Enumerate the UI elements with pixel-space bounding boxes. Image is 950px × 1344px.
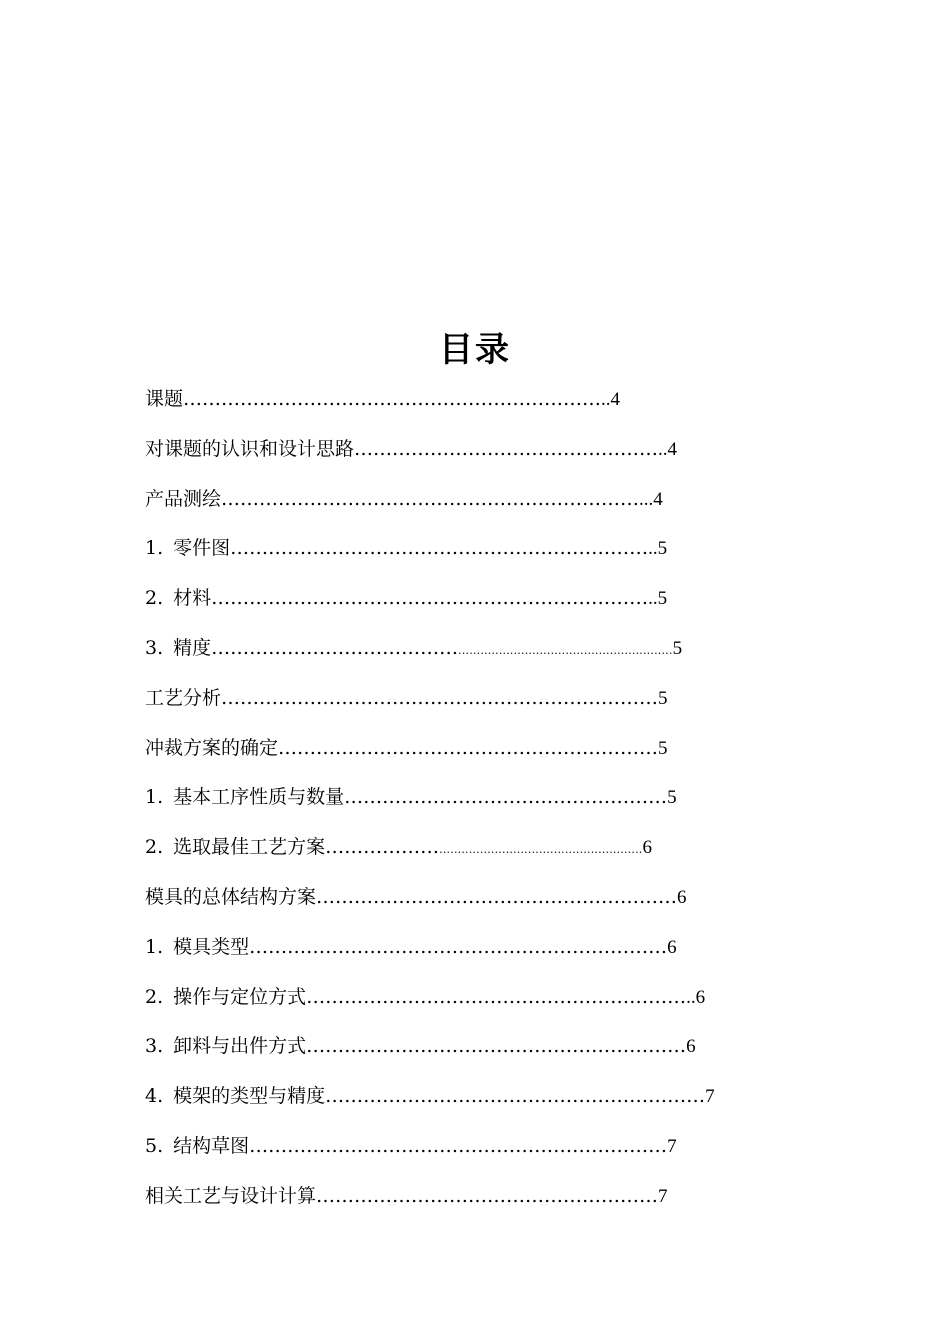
toc-entry-page-number: 5 xyxy=(667,787,677,809)
toc-entry-title: 基本工序性质与数量 xyxy=(173,786,345,809)
toc-entry-leader: …………………………………………………… xyxy=(306,985,687,1008)
toc-entry-number: 2. xyxy=(145,587,164,610)
toc-entry-title: 相关工艺与设计计算 xyxy=(145,1184,317,1207)
toc-entry-leader: ………………………………………………… xyxy=(316,885,678,908)
toc-entry-number: 3. xyxy=(145,636,164,659)
toc-entry-title: 模具类型 xyxy=(173,935,250,958)
toc-entry-page-number: ..6 xyxy=(686,986,706,1008)
toc-entry-leader: ………………………………………………………… xyxy=(230,537,649,560)
toc-entry-leader: …………………………………………………… xyxy=(306,1035,687,1058)
toc-entry-page-number: 7 xyxy=(667,1135,677,1157)
toc-entry-title: 操作与定位方式 xyxy=(173,985,307,1008)
toc-entry-title: 冲裁方案的确定 xyxy=(145,736,279,759)
toc-entry-title: 课题 xyxy=(145,388,184,410)
toc-entry-page-number: ...4 xyxy=(639,488,663,510)
toc-entry-page-number: 7 xyxy=(658,1185,668,1207)
toc-entry[interactable] xyxy=(145,778,785,828)
toc-entry[interactable] xyxy=(145,878,785,928)
toc-entry-leader: ……………… xyxy=(325,836,440,859)
toc-entry-title: 模架的类型与精度 xyxy=(173,1085,326,1108)
toc-entry-leader: ………………………………………………………… xyxy=(249,935,668,958)
toc-entry-title: 选取最佳工艺方案 xyxy=(173,836,326,859)
toc-entry[interactable] xyxy=(145,1127,785,1177)
toc-entry-page-number: 6 xyxy=(686,1036,696,1058)
toc-entry-leader: ………………………………………………………… xyxy=(249,1134,668,1157)
toc-entry-leader: …………………………………………… xyxy=(344,786,668,809)
toc-entry[interactable] xyxy=(145,978,785,1028)
toc-entry-title: 对课题的认识和设计思路 xyxy=(145,437,355,460)
toc-entry-page-number: ..5 xyxy=(648,588,668,610)
toc-entry-page-number: ..4 xyxy=(601,389,621,410)
toc-entry[interactable] xyxy=(145,380,785,430)
toc-entry[interactable] xyxy=(145,480,785,530)
toc-entry-title: 结构草图 xyxy=(173,1134,250,1157)
toc-title: 目录 xyxy=(439,330,511,370)
toc-entry-leader-dots: .......................................................... xyxy=(458,643,673,657)
toc-list xyxy=(145,380,785,1227)
toc-entry-leader: ………………………………… xyxy=(211,636,459,659)
toc-entry-leader: ………………………………………………………… xyxy=(183,388,602,410)
toc-entry-leader: …………………………………………………… xyxy=(278,736,659,759)
toc-entry-title: 零件图 xyxy=(173,537,231,560)
toc-entry-number: 2. xyxy=(145,985,164,1008)
toc-entry-title: 模具的总体结构方案 xyxy=(145,885,317,908)
toc-entry[interactable] xyxy=(145,430,785,480)
toc-entry-leader: ………………………………………… xyxy=(354,437,659,460)
toc-entry-page-number: ..5 xyxy=(648,538,668,560)
toc-entry-title: 产品测绘 xyxy=(145,487,222,510)
toc-entry-title: 材料 xyxy=(173,587,212,610)
toc-entry-number: 3. xyxy=(145,1035,164,1058)
toc-entry-leader: …………………………………………………………… xyxy=(211,587,649,610)
toc-entry[interactable] xyxy=(145,928,785,978)
toc-entry[interactable] xyxy=(145,729,785,779)
toc-entry-page-number: 7 xyxy=(705,1086,715,1108)
toc-entry-leader: …………………………………………………… xyxy=(325,1085,706,1108)
toc-entry-page-number: 5 xyxy=(658,687,668,709)
toc-entry-page-number: 6 xyxy=(642,837,652,859)
toc-entry[interactable] xyxy=(145,529,785,579)
toc-entry-leader: ………………………………………………………… xyxy=(221,487,640,510)
toc-entry-page-number: ..4 xyxy=(658,438,678,460)
toc-entry[interactable] xyxy=(145,629,785,679)
toc-entry-title: 精度 xyxy=(173,636,212,659)
toc-entry-number: 2. xyxy=(145,836,164,859)
toc-entry[interactable] xyxy=(145,1027,785,1077)
toc-entry-number: 1. xyxy=(145,537,164,560)
toc-entry-number: 1. xyxy=(145,935,164,958)
toc-entry[interactable] xyxy=(145,1177,785,1227)
toc-entry-page-number: 6 xyxy=(667,936,677,958)
toc-entry-leader-dots: ....................................................... xyxy=(439,843,643,857)
toc-entry-number: 1. xyxy=(145,786,164,809)
toc-entry-page-number: 5 xyxy=(672,637,683,659)
toc-entry-page-number: 6 xyxy=(677,886,687,908)
toc-entry-page-number: 5 xyxy=(658,737,668,759)
toc-entry[interactable] xyxy=(145,828,785,878)
toc-entry-leader: …………………………………………………………… xyxy=(221,686,659,709)
toc-entry-title: 工艺分析 xyxy=(145,686,222,709)
toc-entry-leader: ……………………………………………… xyxy=(316,1184,659,1207)
toc-entry-number: 4. xyxy=(145,1085,164,1108)
toc-entry-title: 卸料与出件方式 xyxy=(173,1035,307,1058)
toc-entry-number: 5. xyxy=(145,1134,164,1157)
toc-entry[interactable] xyxy=(145,579,785,629)
toc-entry[interactable] xyxy=(145,679,785,729)
toc-entry[interactable] xyxy=(145,1077,785,1127)
